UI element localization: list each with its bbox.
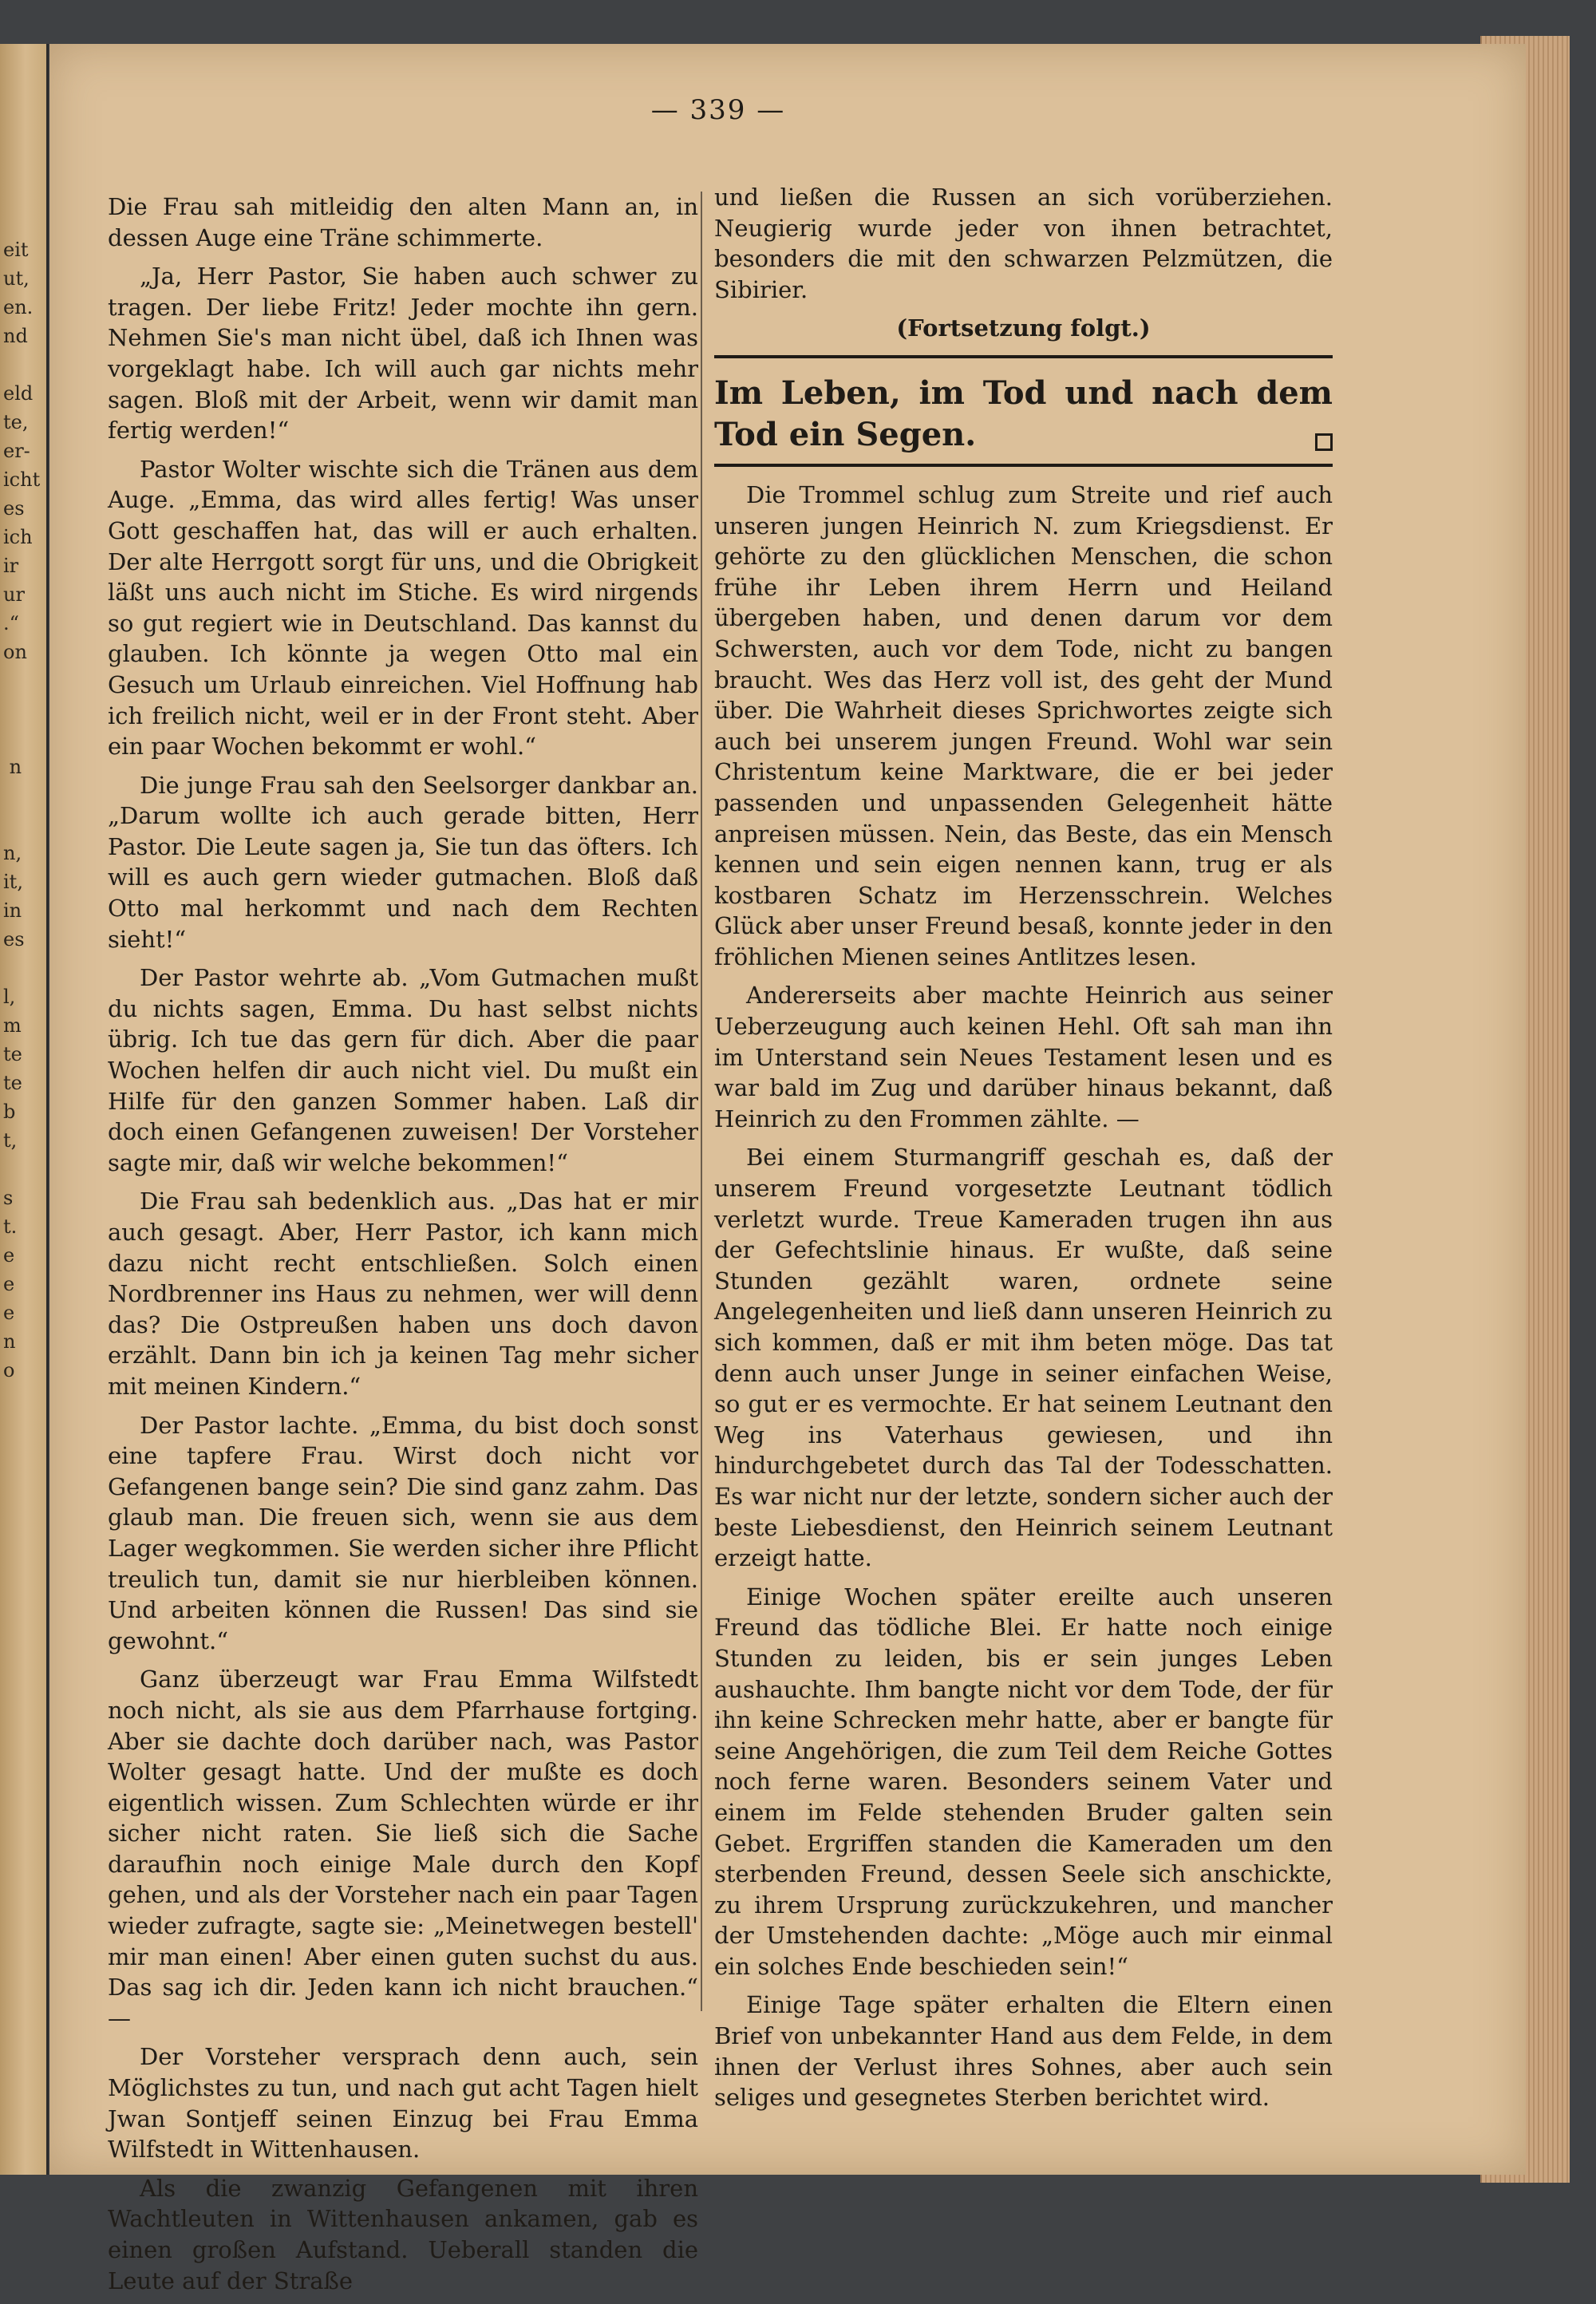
article-heading-text: Im Leben, im Tod und nach dem Tod ein Segen.	[714, 373, 1333, 453]
paragraph: Der Pastor lachte. „Emma, du bist doch sonst eine tapfere Frau. Wirst doch nicht vor Gefangenen bange sein? Die sind ganz zahm. Das glaub man. Die freuen sich, wenn sie aus dem Lager wegkommen. Sie werden sicher ihre Pflicht treulich tun, damit sie nur hierbleiben können. Und arbeiten können die Russen! Das sind sie gewohnt.“	[108, 1411, 698, 1654]
paragraph: Ganz überzeugt war Frau Emma Wilfstedt noch nicht, als sie aus dem Pfarrhause fortging. Aber sie dachte doch darüber nach, was Pastor Wolter gesagt hatte. Und der mußte es doch eigentlich wissen. Zum Schlechten würde er ihr sicher nicht raten. Sie ließ sich die Sache daraufhin noch einige Male durch den Kopf gehen, und als der Vorsteher nach ein paar Tagen wieder zufragte, sagte sie: „Meinetwegen bestell' mir man einen! Aber einen guten suchst du aus. Das sag ich dir. Jeden kann ich nicht brauchen.“ —	[108, 1666, 698, 2032]
left-column	[108, 192, 698, 2304]
story-continuation: und ließen die Russen an sich vorüberziehen. Neugierig wurde jeder von ihnen betrachtet, besonders die mit den schwarzen Pelzmützen, die Sibirier.	[714, 184, 1333, 303]
paragraph: Die Frau sah mitleidig den alten Mann an, in dessen Auge eine Träne schimmerte.	[108, 193, 698, 251]
page-number: — 339 —	[650, 94, 786, 126]
paragraph: Der Vorsteher versprach denn auch, sein Möglichstes zu tun, und nach gut acht Tagen hielt Jwan Sontjeff seinen Einzug bei Frau Emma Wilfstedt in Wittenhausen.	[108, 2043, 698, 2164]
paragraph: Der Pastor wehrte ab. „Vom Gutmachen mußt du nichts sagen, Emma. Du hast selbst nichts übrig. Ich tue das gern für dich. Aber die paar Wochen helfen dir auch nicht viel. Du mußt ein Hilfe für den ganzen Sommer haben. Laß dir doch einen Gefangenen zuweisen! Der Vorsteher sagte mir, daß wir welche bekommen!“	[108, 964, 698, 1176]
paragraph: Einige Tage später erhalten die Eltern einen Brief von unbekannter Hand aus dem Felde, in dem ihnen der Verlust ihres Sohnes, aber auch sein seliges und gesegnetes Sterben berichtet wird.	[714, 1991, 1333, 2112]
square-ornament-icon	[1315, 433, 1333, 451]
paragraph: „Ja, Herr Pastor, Sie haben auch schwer zu tragen. Der liebe Fritz! Jeder mochte ihn gern. Nehmen Sie's man nicht übel, daß ich Ihnen was vorgeklagt habe. Ich will auch gar nichts mehr sagen. Bloß mit der Arbeit, wenn wir damit man fertig werden!“	[108, 263, 698, 445]
paragraph: Als die zwanzig Gefangenen mit ihren Wachtleuten in Wittenhausen ankamen, gab es einen großen Aufstand. Ueberall standen die Leute auf der Straße	[108, 2174, 698, 2294]
right-column	[714, 182, 1333, 2121]
column-rule	[701, 192, 702, 2011]
paragraph: Einige Wochen später ereilte auch unseren Freund das tödliche Blei. Er hatte noch einige Stunden zu leiden, bis er sein junges Leben aushauchte. Ihm bangte nicht vor dem Tode, der für ihn keine Schrecken mehr hatte, aber er bangte für seine Angehörigen, die zum Teil dem Reiche Gottes noch ferne waren. Besonders seinem Vater und einem im Felde stehenden Bruder galten sein Gebet. Ergriffen standen die Kameraden um den sterbenden Freund, dessen Seele sich anschickte, zu ihrem Ursprung zurückzukehren, und mancher der Umstehenden dachte: „Möge auch mir einmal ein solches Ende beschieden sein!“	[714, 1583, 1333, 1980]
paragraph: Bei einem Sturmangriff geschah es, daß der unserem Freund vorgesetzte Leutnant tödlich verletzt wurde. Treue Kameraden trugen ihn aus der Gefechtslinie hinaus. Er wußte, daß seine Stunden gezählt waren, ordnete seine Angelegenheiten und ließ dann unseren Heinrich zu sich kommen, daß er mit ihm beten möge. Das tat denn auch unser Junge in seiner einfachen Weise, so gut er es vermochte. Er hat seinem Leutnant den Weg ins Vaterhaus gewiesen, und ihn hindurchgebetet durch das Tal der Todesschatten. Es war nicht nur der letzte, sondern sicher auch der beste Liebesdienst, den Heinrich seinem Leutnant erzeigt hatte.	[714, 1144, 1333, 1572]
paragraph: Die junge Frau sah den Seelsorger dankbar an. „Darum wollte ich auch gerade bitten, Herr Pastor. Die Leute sagen ja, Sie tun das öfters. Ich will es auch gern wieder gutmachen. Bloß daß Otto mal herkommt und nach dem Rechten sieht!“	[108, 771, 698, 953]
facing-page-fragment: eit ut, en. nd eld te, er- icht es ich ir ur .“ on n n, it, in es l, m te te b t, s t. e e e n o	[3, 239, 41, 1381]
article-heading	[714, 355, 1333, 467]
facing-page-edge	[0, 44, 49, 2175]
paragraph: Andererseits aber machte Heinrich aus seiner Ueberzeugung auch keinen Hehl. Oft sah man ihn im Unterstand sein Neues Testament lesen und es war bald im Zug und darüber hinaus bekannt, daß Heinrich zu den Frommen zählte. —	[714, 982, 1333, 1132]
paragraph: Pastor Wolter wischte sich die Tränen aus dem Auge. „Emma, das wird alles fertig! Was unser Gott geschaffen hat, das will er auch erhalten. Der alte Herrgott sorgt für uns, und die Obrigkeit läßt uns auch nicht im Stiche. Es wird nirgends so gut regiert wie in Deutschland. Das kannst du glauben. Ich könnte ja wegen Otto mal ein Gesuch um Urlaub einreichen. Viel Hoffnung hab ich freilich nicht, weil er in der Front steht. Aber ein paar Wochen bekommt er wohl.“	[108, 455, 698, 761]
paragraph: Die Trommel schlug zum Streite und rief auch unseren jungen Heinrich N. zum Kriegsdienst. Er gehörte zu den glücklichen Menschen, die schon frühe ihr Leben ihrem Herrn und Heiland übergeben haben, und denen darum vor dem Schwersten, auch vor dem Tode, nicht zu bangen braucht. Wes das Herz voll ist, des geht der Mund über. Die Wahrheit dieses Sprichwortes zeigte sich auch bei unserem jungen Freund. Wohl war sein Christentum keine Marktware, die er bei jeder passenden und unpassenden Gelegenheit hätte anpreisen müssen. Nein, das Beste, das ein Mensch kennen und sein eigen nennen kann, trug er als kostbaren Schatz im Herzensschrein. Welches Glück aber unser Freund besaß, konnte jeder in den fröhlichen Mienen seines Antlitzes lesen.	[714, 480, 1333, 970]
continuation-note: (Fortsetzung folgt.)	[896, 314, 1151, 342]
paragraph: Die Frau sah bedenklich aus. „Das hat er mir auch gesagt. Aber, Herr Pastor, ich kann mich dazu nicht recht entschließen. Solch einen Nordbrenner ins Haus zu nehmen, wer will denn das? Die Ostpreußen haben uns doch davon erzählt. Dann bin ich ja keinen Tag mehr sicher mit meinen Kindern.“	[108, 1188, 698, 1400]
